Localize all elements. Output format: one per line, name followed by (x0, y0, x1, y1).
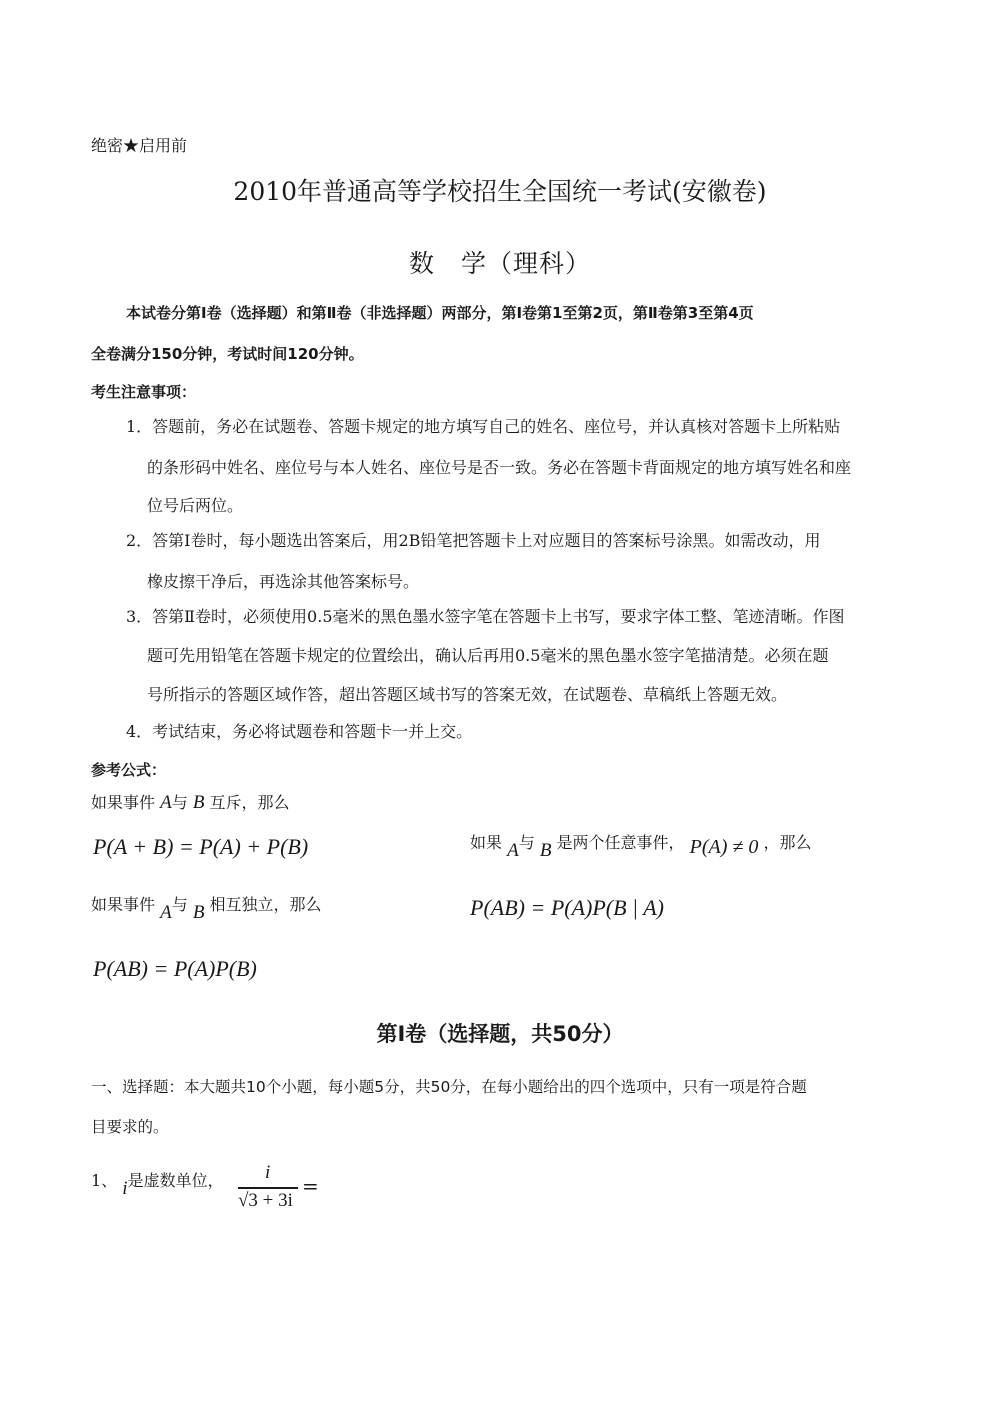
section-title: 第Ⅰ卷（选择题，共50分） (376, 1022, 624, 1046)
conditional-formula: P(AB) = P(A)P(B | A) (470, 895, 664, 920)
var-b: B (192, 792, 205, 813)
var-b: B (192, 902, 205, 923)
equals-sign: = (302, 1174, 319, 1198)
conditional-statement: 如果 A与 B 是两个任意事件， P(A) ≠ 0 ，那么 (470, 833, 812, 861)
mutex-formula: P(A + B) = P(A) + P(B) (93, 834, 309, 859)
independence-formula: P(AB) = P(A)P(B) (93, 956, 257, 981)
notice-item-2-line-1: 2．答第Ⅰ卷时，每小题选出答案后，用2B铅笔把答题卡上对应题目的答案标号涂黑。如需改动，用 (126, 531, 821, 550)
notice-item-3-line-3: 号所指示的答题区域作答，超出答题区域书写的答案无效，在试题卷、草稿纸上答题无效。 (147, 685, 788, 704)
var-a: A (507, 840, 519, 861)
notice-item-4-line-1: 4．考试结束，务必将试题卷和答题卡一并上交。 (126, 722, 473, 741)
notice-item-1-line-3: 位号后两位。 (147, 496, 244, 515)
independence-statement: 如果事件 A与 B 相互独立，那么 (91, 895, 322, 923)
notice-item-1-line-2: 的条形码中姓名、座位号与本人姓名、座位号是否一致。务必在答题卡背面规定的地方填写姓名和座 (147, 458, 852, 477)
intro-line-1: 本试卷分第Ⅰ卷（选择题）和第Ⅱ卷（非选择题）两部分，第Ⅰ卷第1至第2页，第Ⅱ卷第3至第4页 (126, 304, 754, 322)
confidential-label: 绝密★启用前 (91, 136, 188, 155)
var-i: i (122, 1178, 128, 1199)
notice-item-1-line-1: 1．答题前，务必在试题卷、答题卡规定的地方填写自己的姓名、座位号，并认真核对答题卡上所粘贴 (126, 417, 841, 436)
section-instruction-line-1: 一、选择题：本大题共10个小题，每小题5分，共50分，在每小题给出的四个选项中，只有一项是符合题 (91, 1078, 807, 1096)
exam-title: 2010年普通高等学校招生全国统一考试(安徽卷) (233, 177, 767, 206)
notice-item-2-line-2: 橡皮擦干净后，再选涂其他答案标号。 (147, 572, 420, 591)
question-number: 1、 (91, 1171, 118, 1190)
var-b: B (539, 840, 552, 861)
nonzero-condition: P(A) ≠ 0 (689, 836, 759, 858)
mutex-statement: 如果事件 A与 B 互斥，那么 (91, 792, 290, 813)
fraction-bar (238, 1187, 298, 1189)
fraction-numerator: i (265, 1162, 271, 1183)
fraction-denominator: √3 + 3i (238, 1190, 293, 1211)
var-a: A (160, 902, 172, 923)
question-1-stem: 1、 i是虚数单位， (91, 1171, 224, 1199)
notice-item-3-line-1: 3．答第Ⅱ卷时，必须使用0.5毫米的黑色墨水签字笔在答题卡上书写，要求字体工整、笔迹清晰。作图 (126, 607, 845, 626)
notice-item-3-line-2: 题可先用铅笔在答题卡规定的位置绘出，确认后再用0.5毫米的黑色墨水签字笔描清楚。必须在题 (147, 646, 829, 665)
subject-title: 数 学（理科） (408, 249, 591, 278)
notice-heading: 考生注意事项： (91, 383, 197, 401)
formula-heading: 参考公式： (91, 761, 167, 779)
intro-line-2: 全卷满分150分钟，考试时间120分钟。 (91, 345, 364, 363)
section-instruction-line-2: 目要求的。 (91, 1118, 169, 1136)
var-a: A (160, 792, 172, 813)
